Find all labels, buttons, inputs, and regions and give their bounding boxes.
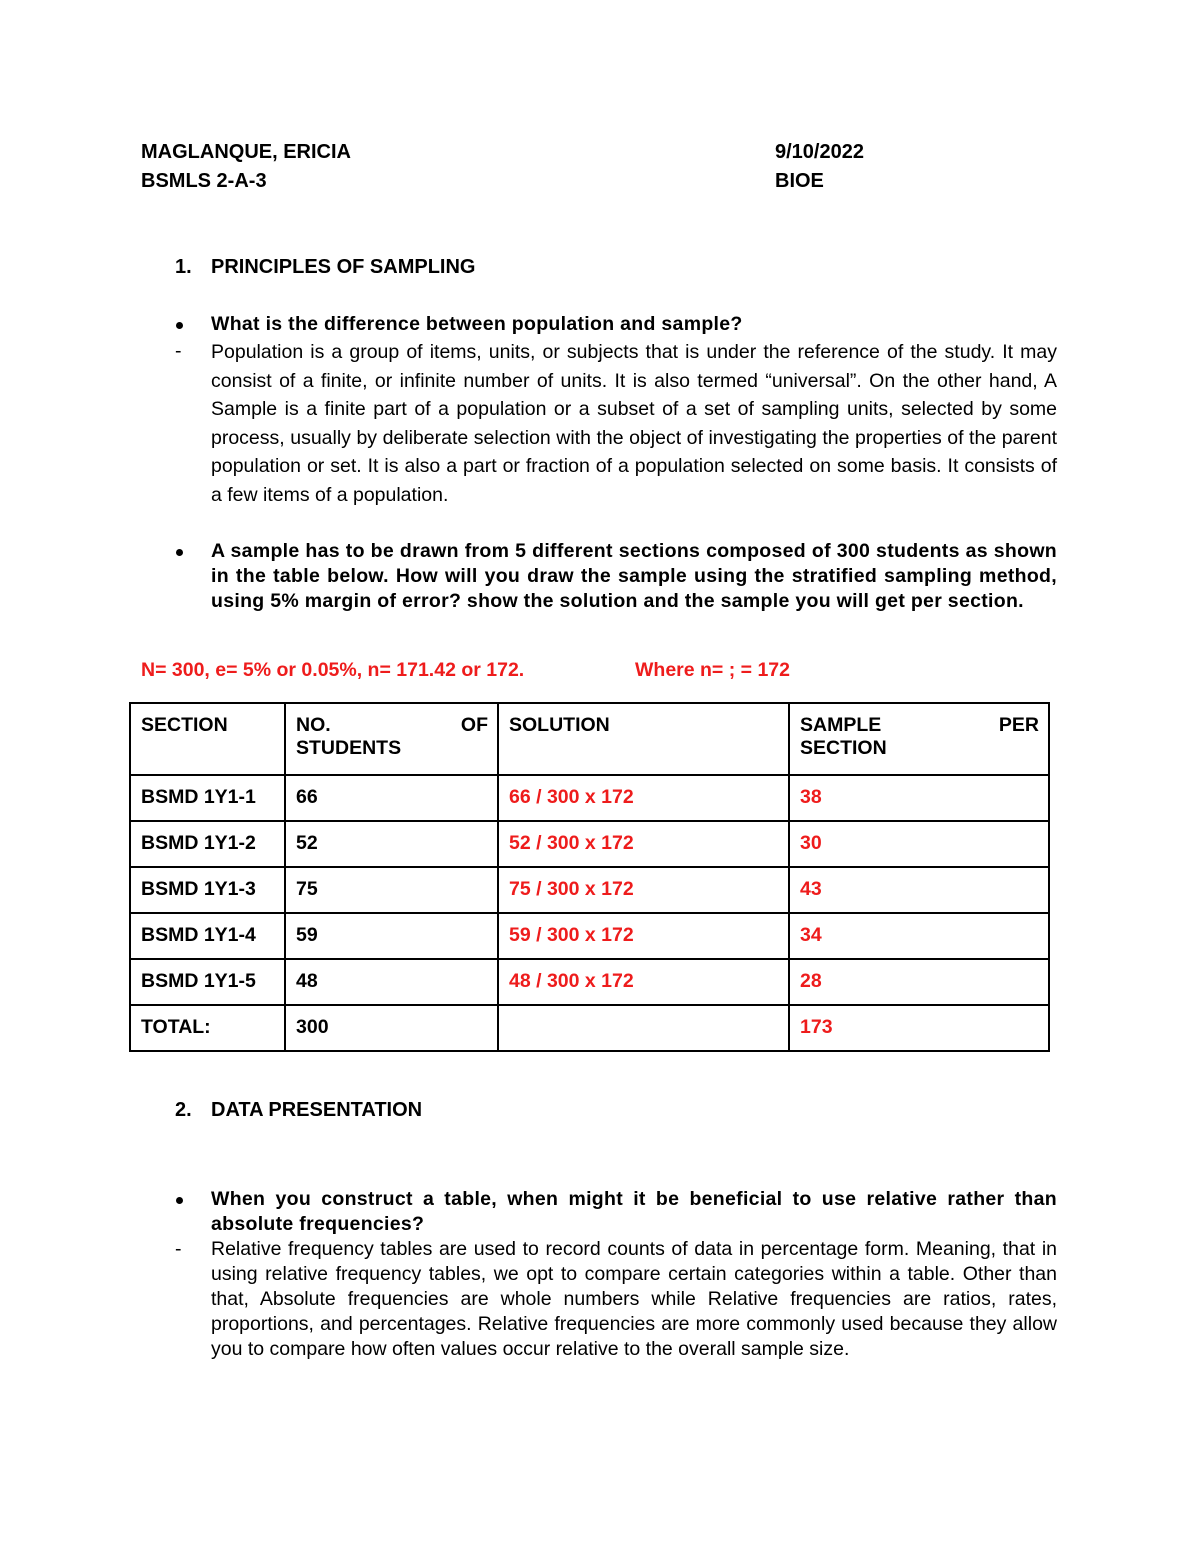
section-number: 1. [175,256,192,278]
cell-students: 75 [285,867,498,913]
cell-students: 48 [285,959,498,1005]
bullet-icon [176,1197,183,1204]
dash-marker: - [175,340,182,362]
table-row [130,821,1049,867]
section-title: DATA PRESENTATION [211,1099,423,1121]
answer-relative-frequencies: Relative frequency tables are used to record counts of data in percentage form. Meaning, that in using relative frequency tables, we opt to compare certain categories within a table. Other than that, Absolute frequencies are whole numbers while Relative frequencies are ratios, rates, proportions, and percentages. Relative frequencies are more commonly used because they allow you to compare how often values occur relative to the overall sample size. [211,1238,1057,1360]
cell-solution: 66 / 300 x 172 [498,775,789,821]
table-row [130,913,1049,959]
bullet-icon [176,549,183,556]
cell-sample: 34 [789,913,1049,959]
answer-population-sample: Population is a group of items, units, or subjects that is under the reference of the study. It may consist of a finite, or infinite number of units. It is also termed “universal”. On the other hand, A Sample is a finite part of a population or a subset of a set of sampling units, selected by some process, usually by deliberate selection with the object of investigating the properties of the parent population or set. It is also a part or fraction of a population selected on some basis. It consists of a few items of a population. [211,341,1057,506]
question-stratified-sampling: A sample has to be drawn from 5 different sections composed of 300 students as shown in the table below. How will you draw the sample using the stratified sampling method, using 5% margin of error? show the solution and the sample you will get per section. [211,540,1057,612]
section-title: PRINCIPLES OF SAMPLING [211,256,476,278]
cell-total-students: 300 [285,1005,498,1051]
cell-section: BSMD 1Y1-4 [130,913,285,959]
cell-sample: 38 [789,775,1049,821]
student-name: MAGLANQUE, ERICIA [141,141,351,163]
cell-students: 66 [285,775,498,821]
subject-code: BIOE [775,170,824,192]
header-solution: SOLUTION [498,703,789,775]
cell-students: 52 [285,821,498,867]
formula-result: Where n= ; = 172 [635,659,790,681]
question-relative-frequencies: When you construct a table, when might it be beneficial to use relative rather than absolute frequencies? [211,1188,1057,1235]
cell-section: BSMD 1Y1-3 [130,867,285,913]
cell-total-label: TOTAL: [130,1005,285,1051]
cell-section: BSMD 1Y1-5 [130,959,285,1005]
dash-marker: - [175,1238,182,1260]
document-date: 9/10/2022 [775,141,864,163]
header-section: SECTION [130,703,285,775]
cell-section: BSMD 1Y1-1 [130,775,285,821]
cell-solution: 75 / 300 x 172 [498,867,789,913]
cell-sample: 28 [789,959,1049,1005]
table-row [130,959,1049,1005]
cell-total-solution [498,1005,789,1051]
header-sample: SAMPLE PER SECTION [789,703,1049,775]
cell-sample: 43 [789,867,1049,913]
header-students: NO. OF STUDENTS [285,703,498,775]
cell-sample: 30 [789,821,1049,867]
table-row [130,867,1049,913]
cell-solution: 52 / 300 x 172 [498,821,789,867]
cell-section: BSMD 1Y1-2 [130,821,285,867]
cell-solution: 48 / 300 x 172 [498,959,789,1005]
table-total-row [130,1005,1049,1051]
table-row [130,775,1049,821]
formula-given: N= 300, e= 5% or 0.05%, n= 171.42 or 172. [141,659,525,681]
student-course: BSMLS 2-A-3 [141,170,267,192]
cell-students: 59 [285,913,498,959]
cell-total-sample: 173 [789,1005,1049,1051]
question-population-sample: What is the difference between population and sample? [211,313,743,335]
section-number: 2. [175,1099,192,1121]
sampling-table [129,702,1050,1052]
table-header-row [130,703,1049,775]
bullet-icon [176,322,183,329]
cell-solution: 59 / 300 x 172 [498,913,789,959]
